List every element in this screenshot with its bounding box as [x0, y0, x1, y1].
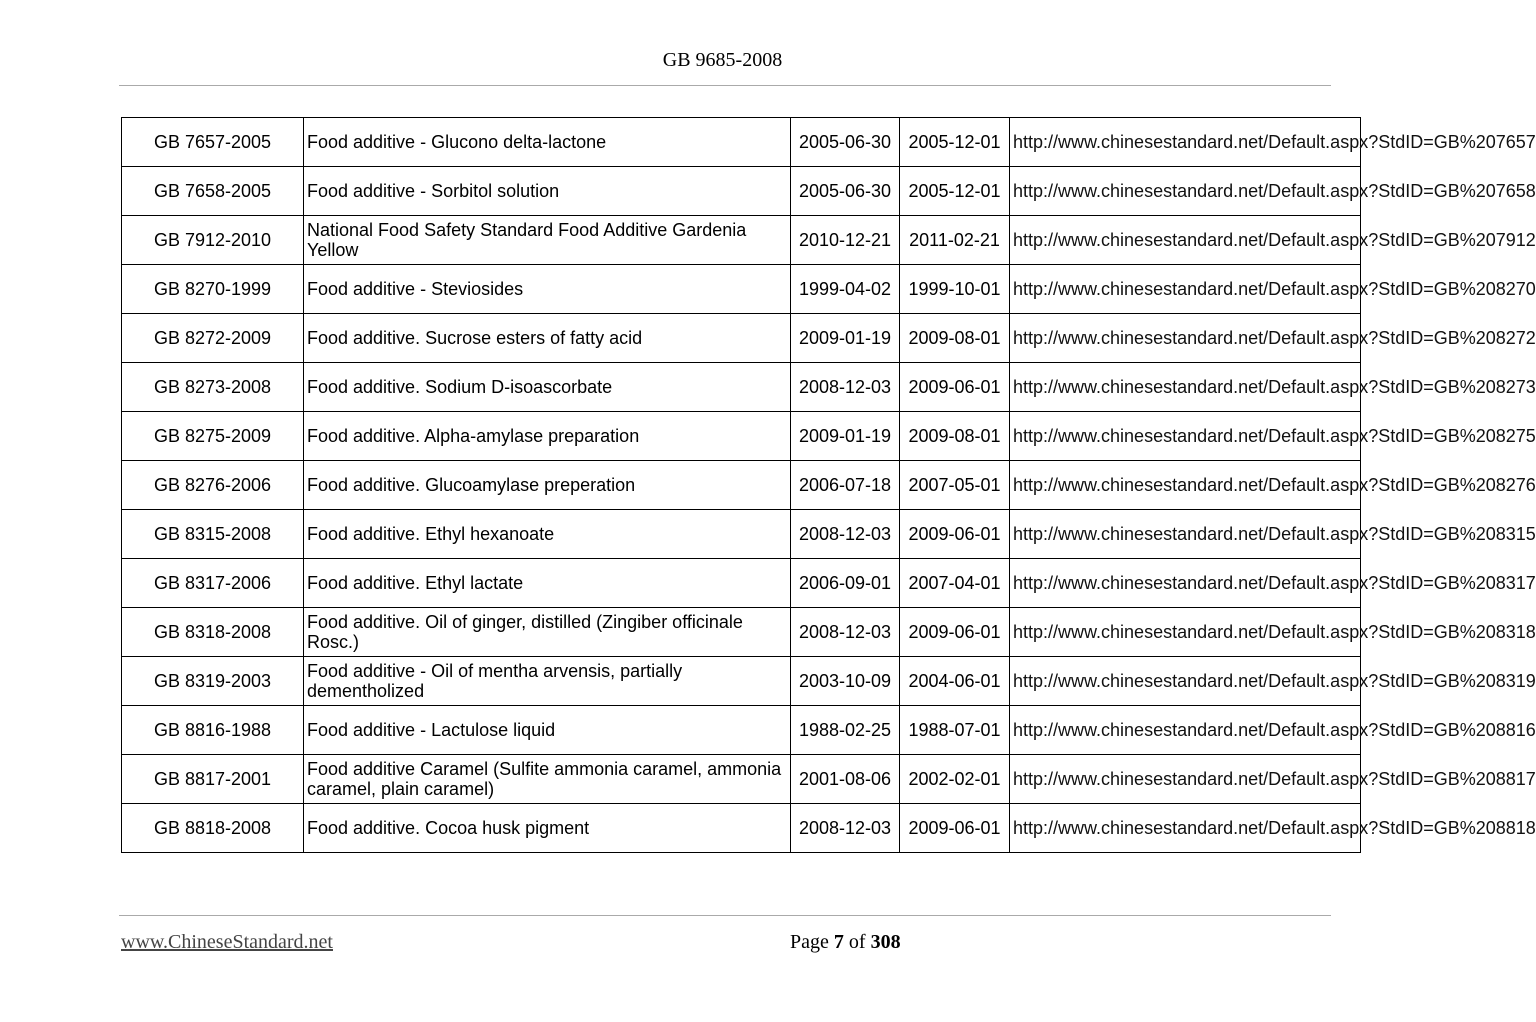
- issue-date-cell: 2008-12-03: [791, 804, 900, 853]
- issue-date-cell: 2005-06-30: [791, 118, 900, 167]
- standard-title-cell: Food additive. Sodium D-isoascorbate: [304, 363, 791, 412]
- standard-title-cell: Food additive. Alpha-amylase preparation: [304, 412, 791, 461]
- standard-title-cell: Food additive. Glucoamylase preperation: [304, 461, 791, 510]
- footer-site-link[interactable]: www.ChineseStandard.net: [121, 931, 333, 953]
- table-row: [122, 657, 1361, 706]
- issue-date-cell: 2006-09-01: [791, 559, 900, 608]
- issue-date-cell: 2008-12-03: [791, 363, 900, 412]
- standards-table: [121, 117, 1536, 853]
- implementation-date-cell: 2002-02-01: [900, 755, 1010, 804]
- page-prefix: Page: [790, 931, 834, 953]
- table-row: [122, 559, 1361, 608]
- implementation-date-cell: 2005-12-01: [900, 118, 1010, 167]
- page-total: 308: [870, 931, 901, 953]
- header-divider: [119, 85, 1331, 86]
- implementation-date-cell: 1999-10-01: [900, 265, 1010, 314]
- table-row: [122, 608, 1361, 657]
- table-row: [122, 216, 1361, 265]
- standard-url-link[interactable]: http://www.chinesestandard.net/Default.aspx?StdID=GB%208318: [1010, 608, 1361, 657]
- standard-title-cell: Food additive. Cocoa husk pigment: [304, 804, 791, 853]
- table-row: [122, 265, 1361, 314]
- standard-url-link[interactable]: http://www.chinesestandard.net/Default.aspx?StdID=GB%208275: [1010, 412, 1361, 461]
- issue-date-cell: 2008-12-03: [791, 510, 900, 559]
- issue-date-cell: 2005-06-30: [791, 167, 900, 216]
- standard-url-link[interactable]: http://www.chinesestandard.net/Default.aspx?StdID=GB%208816: [1010, 706, 1361, 755]
- standard-code-cell: GB 8817-2001: [122, 755, 304, 804]
- implementation-date-cell: 2009-08-01: [900, 314, 1010, 363]
- implementation-date-cell: 2011-02-21: [900, 216, 1010, 265]
- standard-url-link[interactable]: http://www.chinesestandard.net/Default.aspx?StdID=GB%208270: [1010, 265, 1361, 314]
- standard-code-cell: GB 7657-2005: [122, 118, 304, 167]
- table-row: [122, 706, 1361, 755]
- standard-title-cell: Food additive - Glucono delta-lactone: [304, 118, 791, 167]
- standard-code-cell: GB 7658-2005: [122, 167, 304, 216]
- standard-url-link[interactable]: http://www.chinesestandard.net/Default.aspx?StdID=GB%207912: [1010, 216, 1361, 265]
- page-header-title: GB 9685-2008: [662, 49, 783, 71]
- table-row: [122, 363, 1361, 412]
- table-row: [122, 804, 1361, 853]
- standard-code-cell: GB 7912-2010: [122, 216, 304, 265]
- standard-title-cell: National Food Safety Standard Food Additive Gardenia Yellow: [304, 216, 791, 265]
- implementation-date-cell: 2009-06-01: [900, 804, 1010, 853]
- standard-url-link[interactable]: http://www.chinesestandard.net/Default.aspx?StdID=GB%207658: [1010, 167, 1361, 216]
- standard-title-cell: Food additive Caramel (Sulfite ammonia caramel, ammonia caramel, plain caramel): [304, 755, 791, 804]
- standard-code-cell: GB 8275-2009: [122, 412, 304, 461]
- footer-divider: [119, 915, 1331, 916]
- standard-title-cell: Food additive. Ethyl hexanoate: [304, 510, 791, 559]
- standard-code-cell: GB 8818-2008: [122, 804, 304, 853]
- issue-date-cell: 2009-01-19: [791, 314, 900, 363]
- implementation-date-cell: 2009-06-01: [900, 608, 1010, 657]
- standard-url-link[interactable]: http://www.chinesestandard.net/Default.aspx?StdID=GB%207657: [1010, 118, 1361, 167]
- standard-url-link[interactable]: http://www.chinesestandard.net/Default.aspx?StdID=GB%208273: [1010, 363, 1361, 412]
- standard-url-link[interactable]: http://www.chinesestandard.net/Default.aspx?StdID=GB%208818: [1010, 804, 1361, 853]
- issue-date-cell: 2006-07-18: [791, 461, 900, 510]
- standard-url-link[interactable]: http://www.chinesestandard.net/Default.aspx?StdID=GB%208315: [1010, 510, 1361, 559]
- standard-title-cell: Food additive - Oil of mentha arvensis, partially dementholized: [304, 657, 791, 706]
- standard-code-cell: GB 8276-2006: [122, 461, 304, 510]
- table-row: [122, 755, 1361, 804]
- standard-code-cell: GB 8816-1988: [122, 706, 304, 755]
- implementation-date-cell: 2009-08-01: [900, 412, 1010, 461]
- standard-code-cell: GB 8317-2006: [122, 559, 304, 608]
- standard-title-cell: Food additive. Ethyl lactate: [304, 559, 791, 608]
- implementation-date-cell: 2004-06-01: [900, 657, 1010, 706]
- implementation-date-cell: 2005-12-01: [900, 167, 1010, 216]
- standard-code-cell: GB 8318-2008: [122, 608, 304, 657]
- implementation-date-cell: 1988-07-01: [900, 706, 1010, 755]
- table-row: [122, 461, 1361, 510]
- standard-title-cell: Food additive - Sorbitol solution: [304, 167, 791, 216]
- implementation-date-cell: 2009-06-01: [900, 510, 1010, 559]
- table-row: [122, 167, 1361, 216]
- issue-date-cell: 1999-04-02: [791, 265, 900, 314]
- issue-date-cell: 2001-08-06: [791, 755, 900, 804]
- standard-code-cell: GB 8273-2008: [122, 363, 304, 412]
- footer-page-number: [790, 931, 901, 954]
- table-row: [122, 510, 1361, 559]
- table-row: [122, 118, 1361, 167]
- standard-url-link[interactable]: http://www.chinesestandard.net/Default.aspx?StdID=GB%208272: [1010, 314, 1361, 363]
- standards-table-body: [122, 118, 1536, 853]
- standard-url-link[interactable]: http://www.chinesestandard.net/Default.aspx?StdID=GB%208317: [1010, 559, 1361, 608]
- standard-title-cell: Food additive - Steviosides: [304, 265, 791, 314]
- page-of: of: [843, 931, 871, 953]
- issue-date-cell: 2009-01-19: [791, 412, 900, 461]
- issue-date-cell: 2008-12-03: [791, 608, 900, 657]
- table-row: [122, 314, 1361, 363]
- standard-url-link[interactable]: http://www.chinesestandard.net/Default.aspx?StdID=GB%208276: [1010, 461, 1361, 510]
- standard-code-cell: GB 8270-1999: [122, 265, 304, 314]
- implementation-date-cell: 2007-05-01: [900, 461, 1010, 510]
- standard-url-link[interactable]: http://www.chinesestandard.net/Default.aspx?StdID=GB%208817: [1010, 755, 1361, 804]
- standard-code-cell: GB 8272-2009: [122, 314, 304, 363]
- standard-title-cell: Food additive. Oil of ginger, distilled (Zingiber officinale Rosc.): [304, 608, 791, 657]
- implementation-date-cell: 2007-04-01: [900, 559, 1010, 608]
- table-row: [122, 412, 1361, 461]
- standard-code-cell: GB 8319-2003: [122, 657, 304, 706]
- standard-title-cell: Food additive - Lactulose liquid: [304, 706, 791, 755]
- standard-code-cell: GB 8315-2008: [122, 510, 304, 559]
- implementation-date-cell: 2009-06-01: [900, 363, 1010, 412]
- issue-date-cell: 1988-02-25: [791, 706, 900, 755]
- issue-date-cell: 2003-10-09: [791, 657, 900, 706]
- standard-url-link[interactable]: http://www.chinesestandard.net/Default.aspx?StdID=GB%208319: [1010, 657, 1361, 706]
- page-current: 7: [833, 931, 844, 953]
- standard-title-cell: Food additive. Sucrose esters of fatty acid: [304, 314, 791, 363]
- issue-date-cell: 2010-12-21: [791, 216, 900, 265]
